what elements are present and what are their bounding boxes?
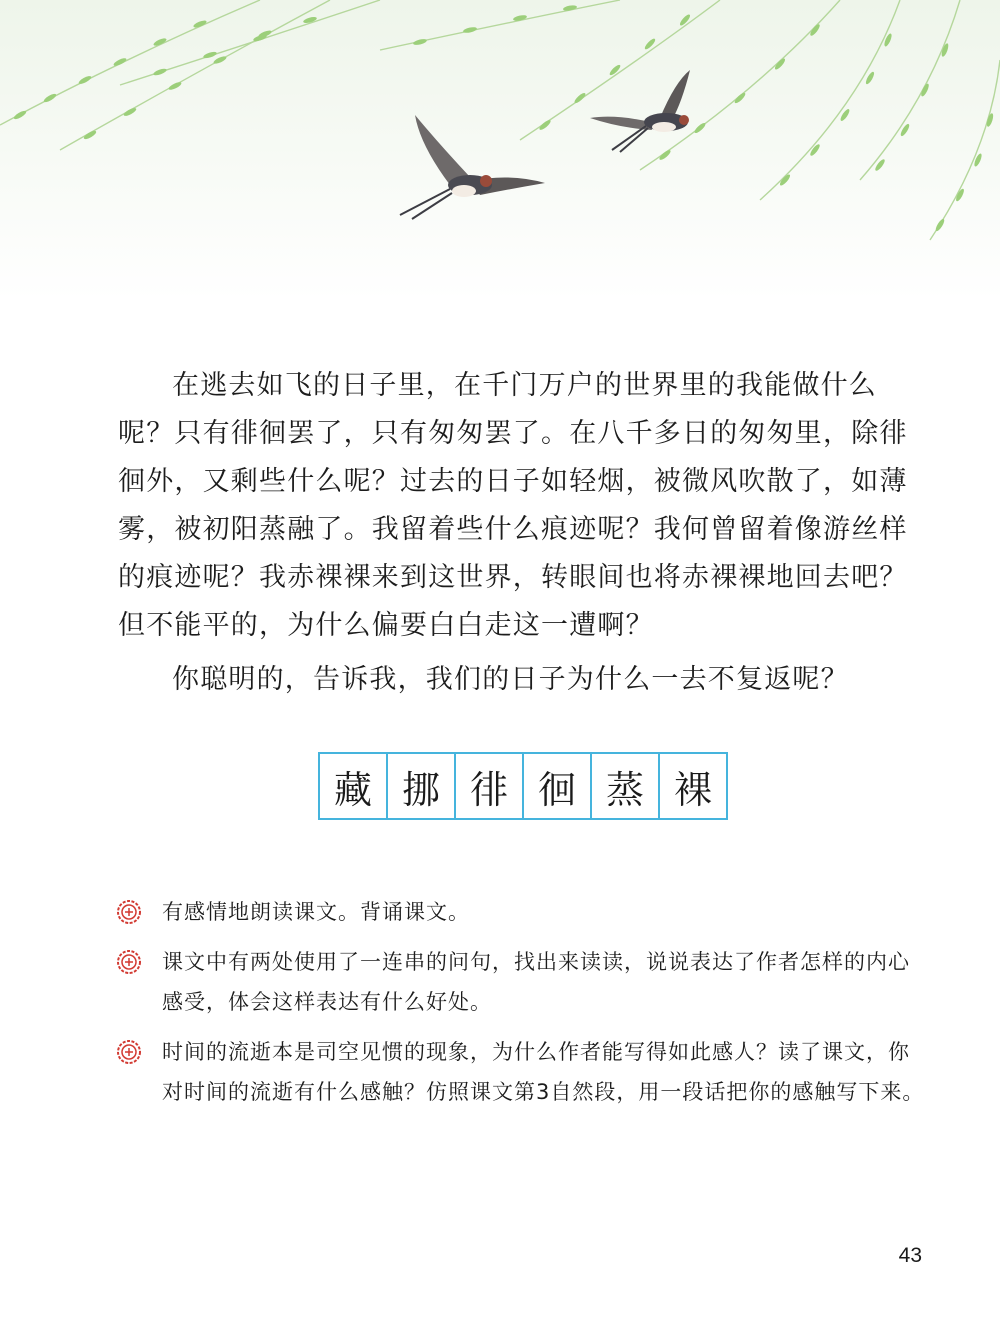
exercise-text: 课文中有两处使用了一连串的问句，找出来读读，说说表达了作者怎样的内心感受，体会这样表达有什么好处。: [162, 950, 910, 1014]
vocabulary-character: 裸: [673, 767, 712, 812]
lesson-passage: [118, 362, 928, 704]
vocabulary-character: 徘: [456, 754, 524, 818]
exercise-item: [116, 942, 928, 1022]
page-number: 43: [898, 1244, 922, 1267]
passage-paragraph: 在逃去如飞的日子里，在千门万户的世界里的我能做什么呢？只有徘徊罢了，只有匆匆罢了。在八千多日的匆匆里，除徘徊外，又剩些什么呢？过去的日子如轻烟，被微风吹散了，如薄雾，被初阳蒸融了。我留着些什么痕迹呢？我何曾留着像游丝样的痕迹呢？我赤裸裸来到这世界，转眼间也将赤裸裸地回去吧？但不能平的，为什么偏要白白走这一遭啊？: [118, 370, 908, 641]
exercise-item: [116, 1032, 928, 1112]
vocabulary-grid: [318, 752, 728, 820]
red-seal-icon: [116, 942, 146, 982]
vocabulary-character: 徊: [524, 754, 592, 818]
red-seal-icon: [116, 1032, 146, 1072]
exercise-text: 有感情地朗读课文。背诵课文。: [162, 900, 470, 924]
vocabulary-character: 挪: [388, 754, 456, 818]
passage-paragraph: 你聪明的，告诉我，我们的日子为什么一去不复返呢？: [172, 664, 849, 695]
exercise-item: [116, 892, 928, 932]
red-seal-icon: [116, 892, 146, 932]
exercise-text: 时间的流逝本是司空见惯的现象，为什么作者能写得如此感人？读了课文，你对时间的流逝有什么感触？仿照课文第3自然段，用一段话把你的感触写下来。: [162, 1040, 925, 1104]
exercise-list: [116, 892, 928, 1122]
vocabulary-character: 藏: [320, 754, 388, 818]
vocabulary-character: 蒸: [592, 754, 660, 818]
willow-swallow-illustration: [0, 0, 1000, 300]
